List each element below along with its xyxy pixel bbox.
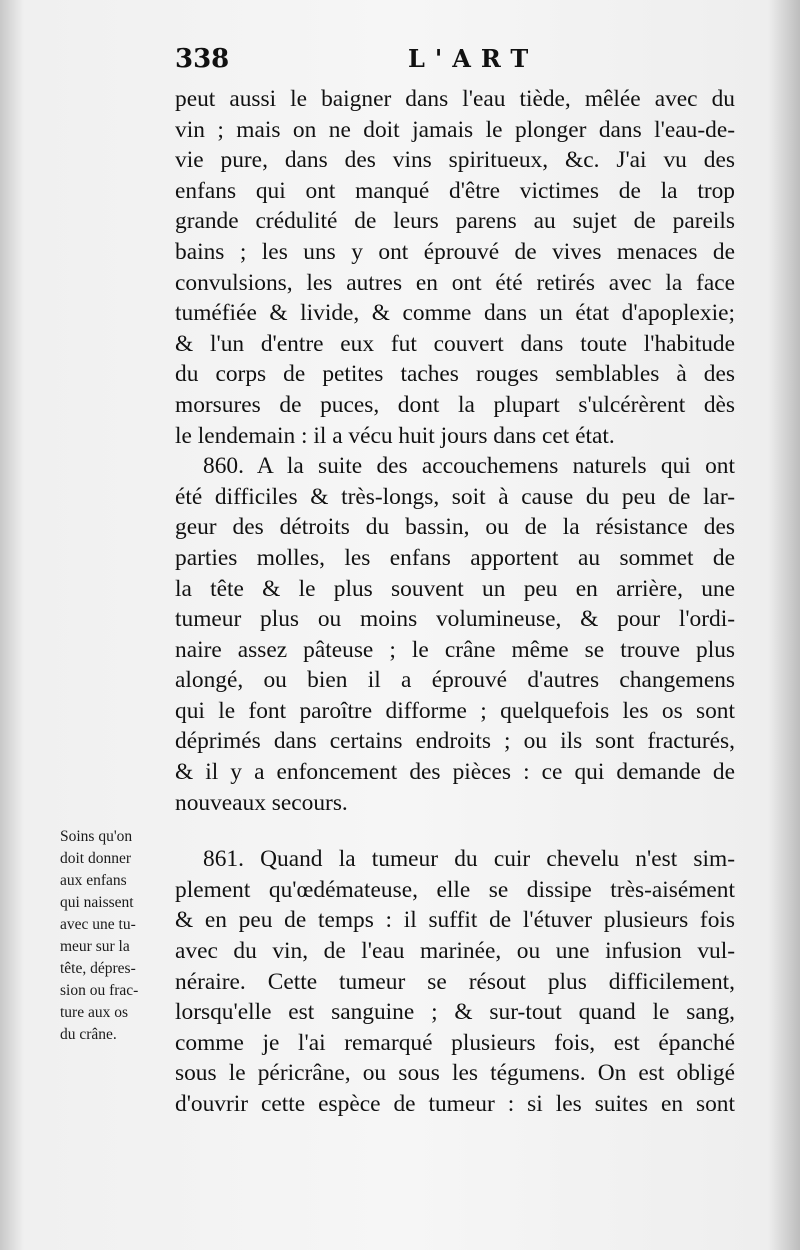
- margin-note-line: aux enfans: [60, 872, 127, 889]
- page-number: 338: [175, 44, 230, 74]
- text-line: naire assez pâteuse ; le crâne même se trouve plus: [175, 636, 735, 663]
- text-line: parties molles, les enfans apportent au sommet de: [175, 544, 735, 571]
- text-line: 860. A la suite des accouchemens naturels qui ont: [203, 453, 735, 480]
- text-line: enfans qui ont manqué d'être victimes de la trop: [175, 177, 735, 204]
- text-line: nouveaux secours.: [175, 789, 348, 816]
- margin-note-line: sion ou frac-: [60, 982, 139, 999]
- page-header: [0, 44, 800, 84]
- text-line: & il y a enfoncement des pièces : ce qui demande de: [175, 759, 735, 786]
- text-line: été difficiles & très-longs, soit à cause du peu de lar-: [175, 483, 735, 510]
- text-line: bains ; les uns y ont éprouvé de vives menaces de: [175, 238, 735, 265]
- text-line: d'ouvrir cette espèce de tumeur : si les suites en sont: [175, 1091, 735, 1117]
- text-line: morsures de puces, dont la plupart s'ulcérèrent dès: [175, 391, 735, 418]
- text-line: & en peu de temps : il suffit de l'étuver plusieurs fois: [175, 907, 735, 934]
- paragraph-860: [175, 451, 735, 818]
- text-line: plement qu'œdémateuse, elle se dissipe très-aisément: [175, 876, 735, 903]
- text-line: le lendemain : il a vécu huit jours dans cet état.: [175, 422, 615, 449]
- text-line: peut aussi le baigner dans l'eau tiède, mêlée avec du: [175, 86, 735, 112]
- text-line: déprimés dans certains endroits ; ou ils sont fracturés,: [175, 728, 735, 755]
- text-line: geur des détroits du bassin, ou de la résistance des: [175, 514, 735, 541]
- text-line: alongé, ou bien il a éprouvé d'autres changemens: [175, 667, 735, 694]
- margin-note-line: doit donner: [60, 850, 132, 867]
- margin-note-line: du crâne.: [60, 1026, 117, 1043]
- text-line: lorsqu'elle est sanguine ; & sur-tout quand le sang,: [175, 999, 735, 1026]
- text-line: avec du vin, de l'eau marinée, ou une infusion vul-: [175, 938, 735, 965]
- margin-note-line: qui naissent: [60, 894, 134, 911]
- text-line: sous le péricrâne, ou sous les tégumens. On est obligé: [175, 1060, 735, 1087]
- margin-note-line: meur sur la: [60, 938, 130, 955]
- text-line: & l'un d'entre eux fut couvert dans toute l'habitude: [175, 330, 735, 357]
- paragraph-861: [175, 844, 735, 1119]
- text-line: grande crédulité de leurs parens au sujet de pareils: [175, 208, 735, 235]
- text-line: vin ; mais on ne doit jamais le plonger dans l'eau-de-: [175, 116, 735, 143]
- margin-note-line: ture aux os: [60, 1004, 129, 1021]
- paragraph-1: [175, 84, 735, 451]
- margin-note-line: tête, dépres-: [60, 960, 136, 977]
- text-line: vie pure, dans des vins spiritueux, &c. J'ai vu des: [175, 147, 735, 174]
- margin-note-line: Soins qu'on: [60, 828, 133, 845]
- text-line: la tête & le plus souvent un peu en arrière, une: [175, 575, 735, 602]
- paragraph-gap: [175, 818, 735, 844]
- text-line: 861. Quand la tumeur du cuir chevelu n'est sim-: [203, 846, 735, 873]
- margin-note-line: avec une tu-: [60, 916, 136, 933]
- text-line: néraire. Cette tumeur se résout plus difficilement,: [175, 968, 735, 995]
- body-text: [175, 84, 735, 1120]
- text-line: comme je l'ai remarqué plusieurs fois, est épanché: [175, 1029, 735, 1056]
- running-title: L'ART: [408, 44, 539, 73]
- margin-note: [60, 826, 180, 1046]
- text-line: convulsions, les autres en ont été retirés avec la face: [175, 269, 735, 296]
- text-line: du corps de petites taches rouges semblables à des: [175, 361, 735, 388]
- text-line: qui le font paroître difforme ; quelquefois les os sont: [175, 697, 735, 724]
- text-line: tumeur plus ou moins volumineuse, & pour l'ordi-: [175, 606, 735, 633]
- text-line: tuméfiée & livide, & comme dans un état d'apoplexie;: [175, 300, 735, 327]
